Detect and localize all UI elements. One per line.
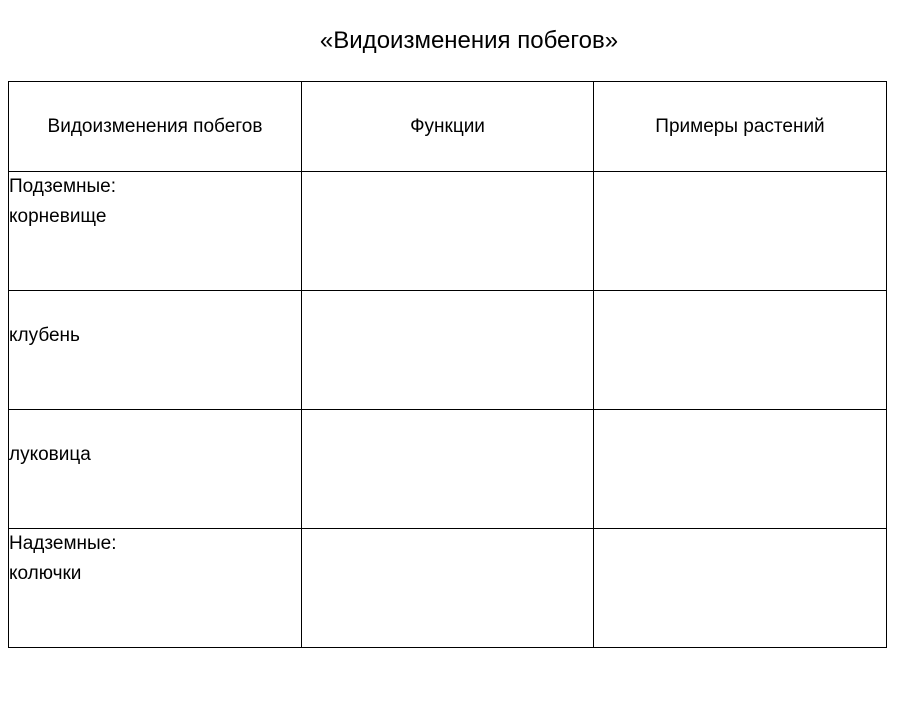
modification-label: колючки <box>9 563 82 584</box>
examples-cell[interactable] <box>594 291 887 410</box>
table-row <box>9 172 887 291</box>
modification-label: луковица <box>9 444 91 465</box>
header-functions: Функции <box>302 82 594 172</box>
functions-cell[interactable] <box>302 291 594 410</box>
examples-cell[interactable] <box>594 410 887 529</box>
table-row <box>9 529 887 648</box>
shoot-modifications-table <box>8 81 887 648</box>
table-row <box>9 291 887 410</box>
modification-cell <box>9 410 302 529</box>
modification-cell <box>9 529 302 648</box>
examples-cell[interactable] <box>594 529 887 648</box>
functions-cell[interactable] <box>302 410 594 529</box>
page-title: «Видоизменения побегов» <box>319 27 619 54</box>
modification-label: корневище <box>9 206 107 227</box>
functions-cell[interactable] <box>302 529 594 648</box>
header-modifications: Видоизменения побегов <box>9 82 302 172</box>
functions-cell[interactable] <box>302 172 594 291</box>
modification-cell <box>9 172 302 291</box>
modification-group-label: Надземные: <box>9 533 117 554</box>
header-plant-examples: Примеры растений <box>594 82 887 172</box>
modification-cell <box>9 291 302 410</box>
modification-label: клубень <box>9 325 80 346</box>
modification-group-label: Подземные: <box>9 176 117 197</box>
table-row <box>9 410 887 529</box>
examples-cell[interactable] <box>594 172 887 291</box>
table-header-row <box>9 82 887 172</box>
